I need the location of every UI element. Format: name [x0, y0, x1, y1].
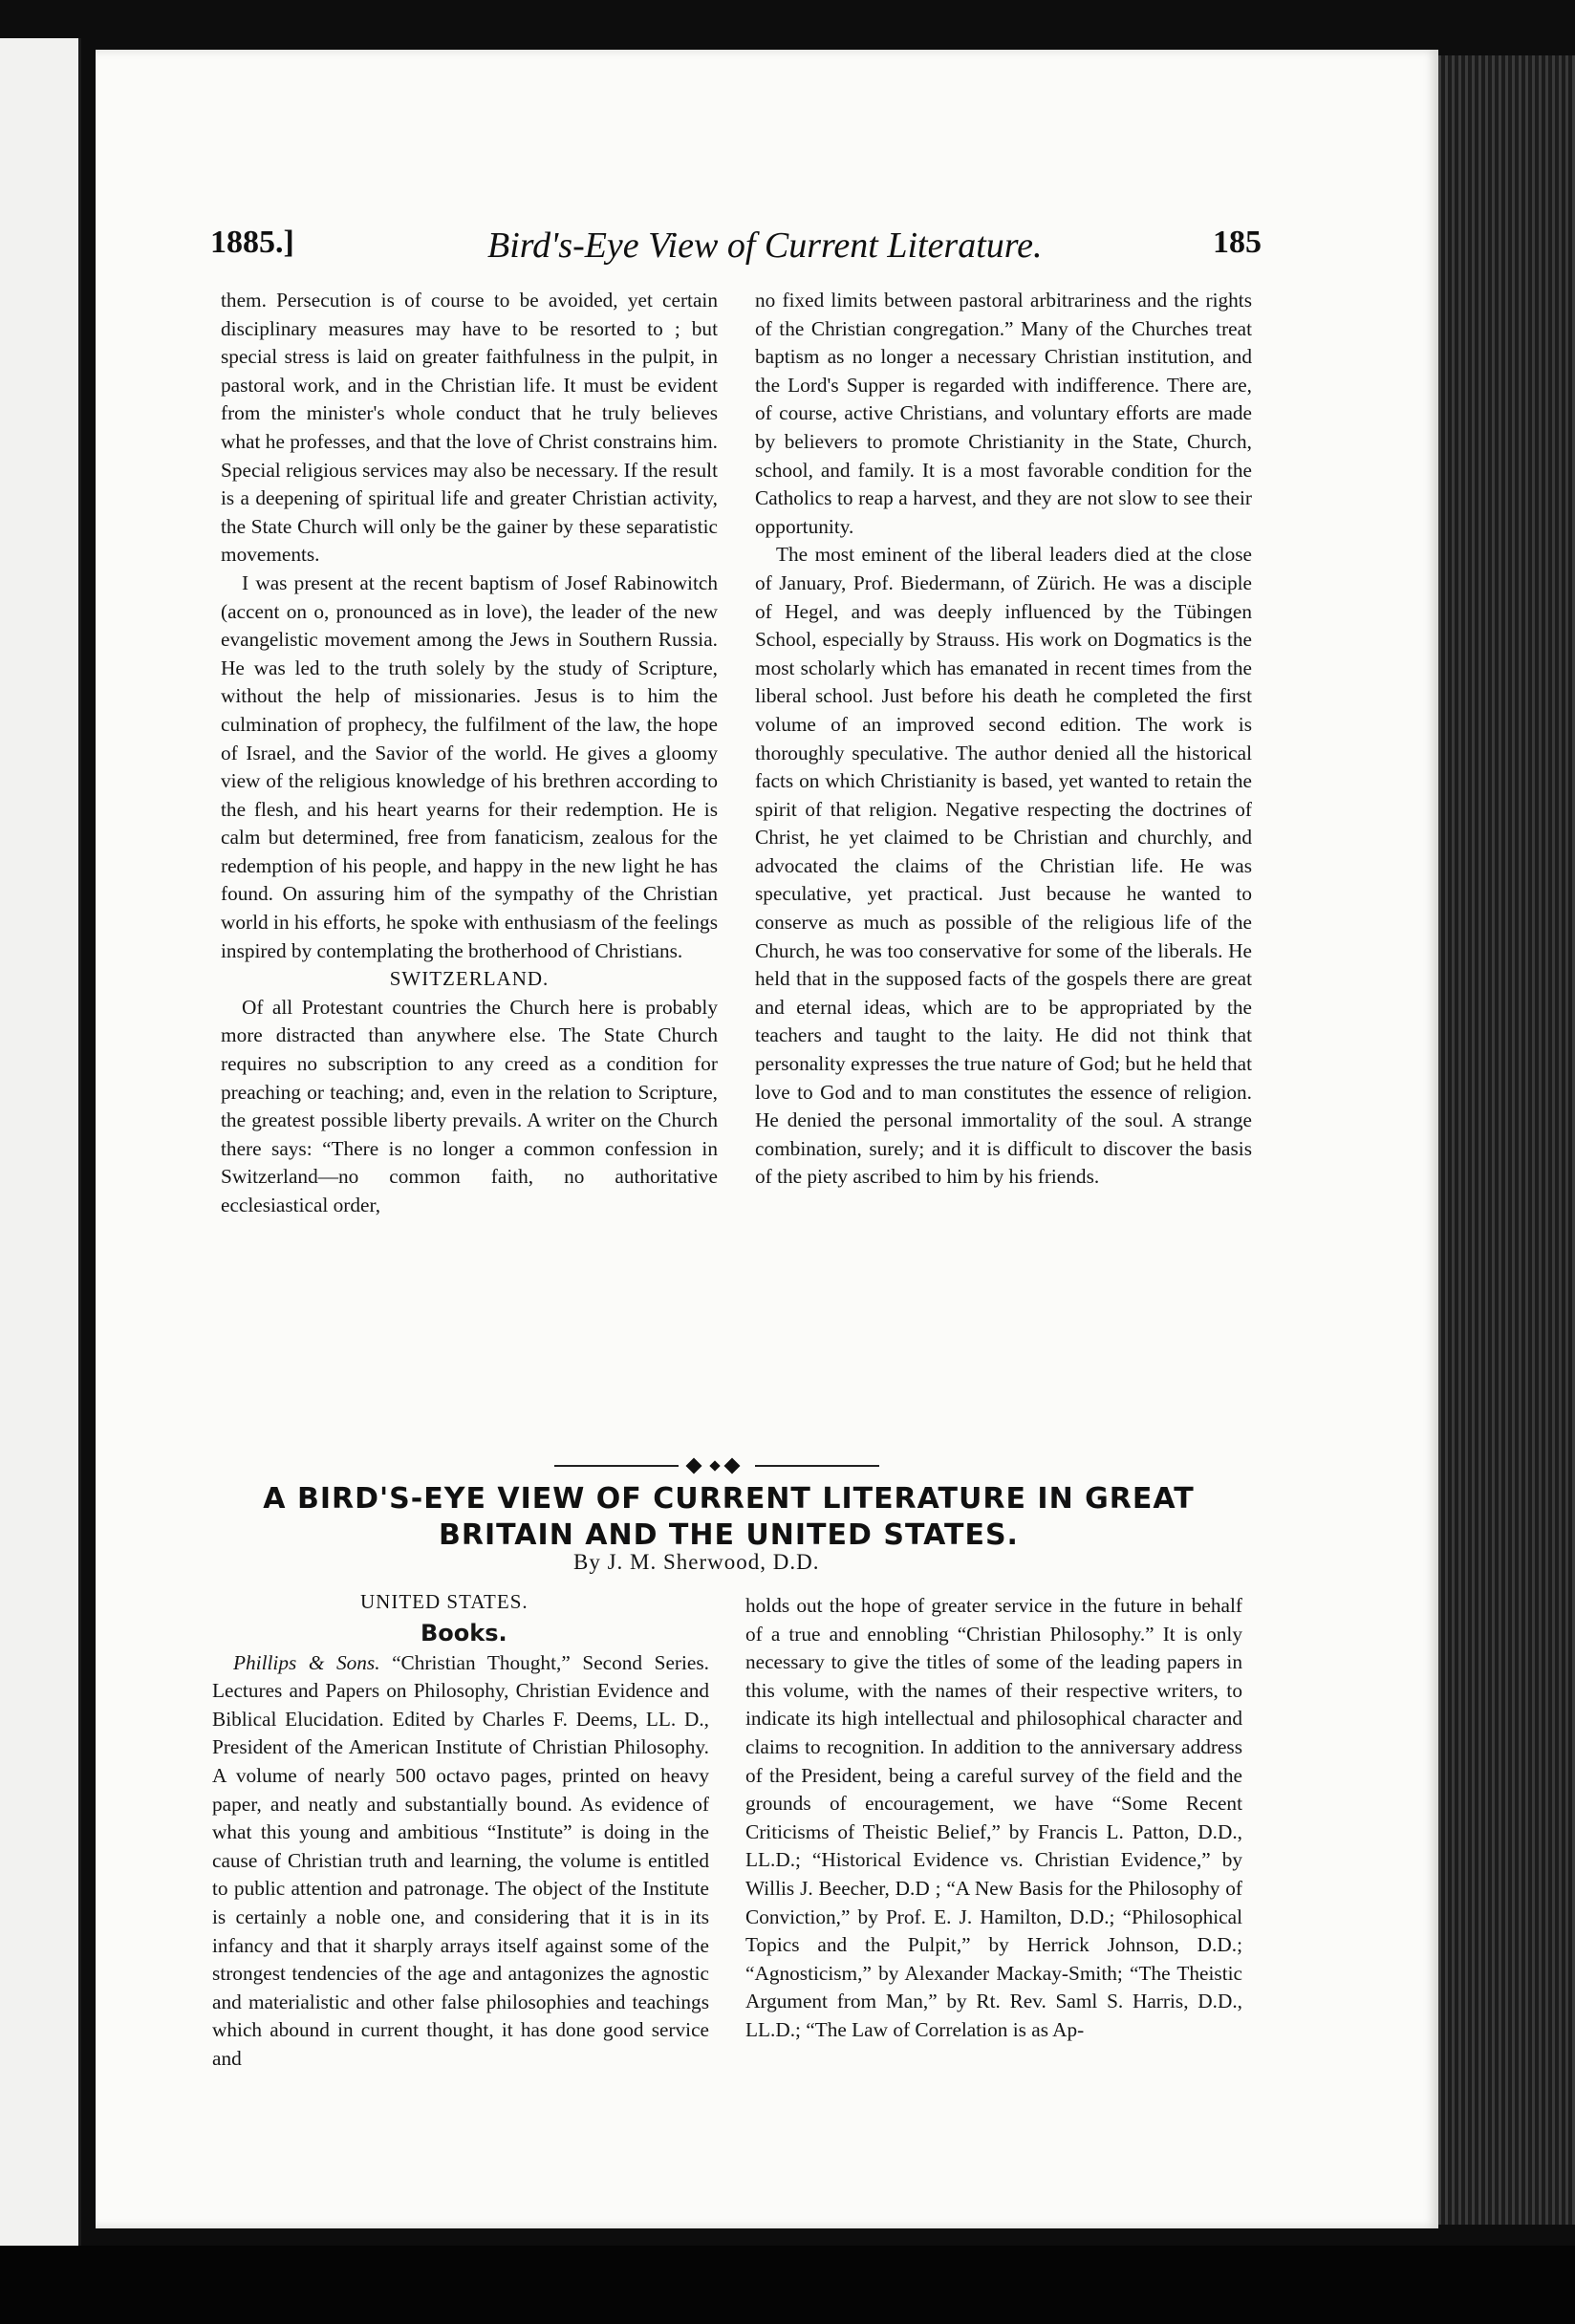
diamond-ornament-icon	[686, 1458, 702, 1474]
adjacent-page-edge	[0, 38, 81, 2265]
paragraph: I was present at the recent baptism of Josef Rabinowitch (accent on o, pronounced as in love), the leader of the new evangelistic movement among the Jews in Southern Russia. He was led to the truth solely by the study of Scripture, without the help of missionaries. Jesus is to him the culmination of prophecy, the fulfilment of the law, the hope of Israel, and the Savior of the world. He gives a gloomy view of the religious knowledge of his brethren according to the flesh, and his heart yearns for their redemption. He is calm but determined, free from fanaticism, zealous for the redemption of his people, and happy in the new light he has found. On assuring him of the sympathy of the Christian world in his efforts, he spoke with enthusiasm of the feelings inspired by contemplating the brotherhood of Christians.	[221, 570, 718, 962]
diamond-ornament-icon	[724, 1458, 741, 1474]
diamond-ornament-icon	[709, 1460, 720, 1471]
byline: By J. M. Sherwood, D.D.	[573, 1550, 820, 1574]
running-head-year: 1885.]	[210, 225, 294, 260]
column-2	[755, 287, 1252, 1192]
scan-border	[0, 2246, 1575, 2324]
subheading-united-states: UNITED STATES.	[360, 1590, 529, 1613]
book-page-edges	[1438, 55, 1575, 2225]
paragraph: “Christian Thought,” Second Series. Lectures and Papers on Philosophy, Christian Evidence and Biblical Elucidation. Edited by Charles F. Deems, LL. D., President of the American Institute of Christian Philosophy. A volume of nearly 500 octavo pages, printed on heavy paper, and neatly and substantially bound. As evidence of what this young and ambitious “Institute” is doing in the cause of Christian truth and learning, the volume is entitled to public attention and patronage. The object of the Institute is certainly a noble one, and considering that it is in its infancy and that it sharply arrays itself against some of the strongest tendencies of the age and antagonizes the agnostic and materialistic and other false philosophies and teachings which abound in current thought, it has done good service and	[212, 1650, 709, 2070]
paragraph: holds out the hope of greater service in the future in behalf of a true and ennobling “Christian Philosophy.” It is only necessary to give the titles of some of the leading papers in this volume, with the names of their respective writers, to indicate its high intellectual and philosophical character and claims to recognition. In addition to the anniversary address of the President, being a careful survey of the field and the grounds of encouragement, we have “Some Recent Criticisms of Theistic Belief,” by Francis L. Patton, D.D., LL.D.; “Historical Evidence vs. Christian Evidence,” by Willis J. Beecher, D.D ; “A New Basis for the Philosophy of Conviction,” by Prof. E. J. Hamilton, D.D.; “Philosophical Topics and the Pulpit,” by Herrick Johnson, D.D.; “Agnosticism,” by Alexander Mackay-Smith; “The Theistic Argument from Man,” by Rt. Rev. Saml S. Harris, D.D., LL.D.; “The Law of Correlation is as Ap-	[745, 1594, 1242, 2041]
paragraph: them. Persecution is of course to be avoided, yet certain disciplinary measures may have to be resorted to ; but special stress is laid on greater faithfulness in the pulpit, in pastoral work, and in the Christian life. It must be evident from the minister's whole conduct that he truly believes what he professes, and that the love of Christ constrains him. Special religious services may also be necessary. If the result is a deepening of spiritual life and greater Christian activity, the State Church will only be the gainer by these separatistic movements.	[221, 289, 718, 567]
column-1	[221, 287, 718, 1220]
section-heading-switzerland: SWITZERLAND.	[389, 967, 550, 991]
column-3	[212, 1588, 709, 2074]
paragraph: Of all Protestant countries the Church here is probably more distracted than anywhere else. The State Church requires no subscription to any creed as a condition for preaching or teaching; and, even in the relation to Scripture, the greatest possible liberty prevails. A writer on the Church there says: “There is no longer a common confession in Switzerland—no common faith, no authoritative ecclesiastical order,	[221, 995, 718, 1216]
running-head	[210, 225, 1262, 272]
publisher-name: Phillips & Sons.	[233, 1650, 380, 1674]
section-title: A BIRD'S-EYE VIEW OF CURRENT LITERATURE IN GREAT BRITAIN AND THE UNITED STATES.	[263, 1482, 1195, 1552]
column-4	[745, 1592, 1242, 2045]
running-head-title: Bird's-Eye View of Current Literature.	[487, 226, 1043, 266]
paragraph: The most eminent of the liberal leaders died at the close of January, Prof. Biedermann, of Zürich. He was a disciple of Hegel, and was deeply influenced by the Tübingen School, especially by Strauss. His work on Dogmatics is the most scholarly which has emanated in recent times from the liberal school. Just before his death he completed the first volume of an improved second edition. The work is thoroughly speculative. The author denied all the historical facts on which Christianity is based, yet wanted to retain the spirit of that religion. Negative respecting the doctrines of Christ, he yet claimed to be Christian and churchly, and advocated the claims of the Christian life. He was speculative, yet practical. Just because he wanted to conserve as much as possible of the religious life of the Church, he was too conservative for some of the liberals. He held that in the supposed facts of the gospels there are great and eternal ideas, which are to be appropriated by the teachers and taught to the laity. He did not think that personality expresses the true nature of God; but he held that love to God and to man constitutes the essence of religion. He denied the personal immortality of the soul. A strange combination, surely; and it is difficult to discover the basis of the piety ascribed to him by his friends.	[755, 543, 1252, 1189]
subheading-books: Books.	[421, 1619, 507, 1646]
divider-rule	[554, 1465, 679, 1467]
ornamental-divider	[554, 1458, 879, 1474]
paragraph: no fixed limits between pastoral arbitrariness and the rights of the Christian congregation.” Many of the Churches treat baptism as no longer a necessary Christian institution, and the Lord's Supper is regarded with indifference. There are, of course, active Christians, and voluntary efforts are made by believers to promote Christianity in the State, Church, school, and family. It is a most favorable condition for the Catholics to reap a harvest, and they are not slow to see their opportunity.	[755, 289, 1252, 538]
divider-rule	[755, 1465, 879, 1467]
page-number: 185	[1213, 225, 1262, 260]
